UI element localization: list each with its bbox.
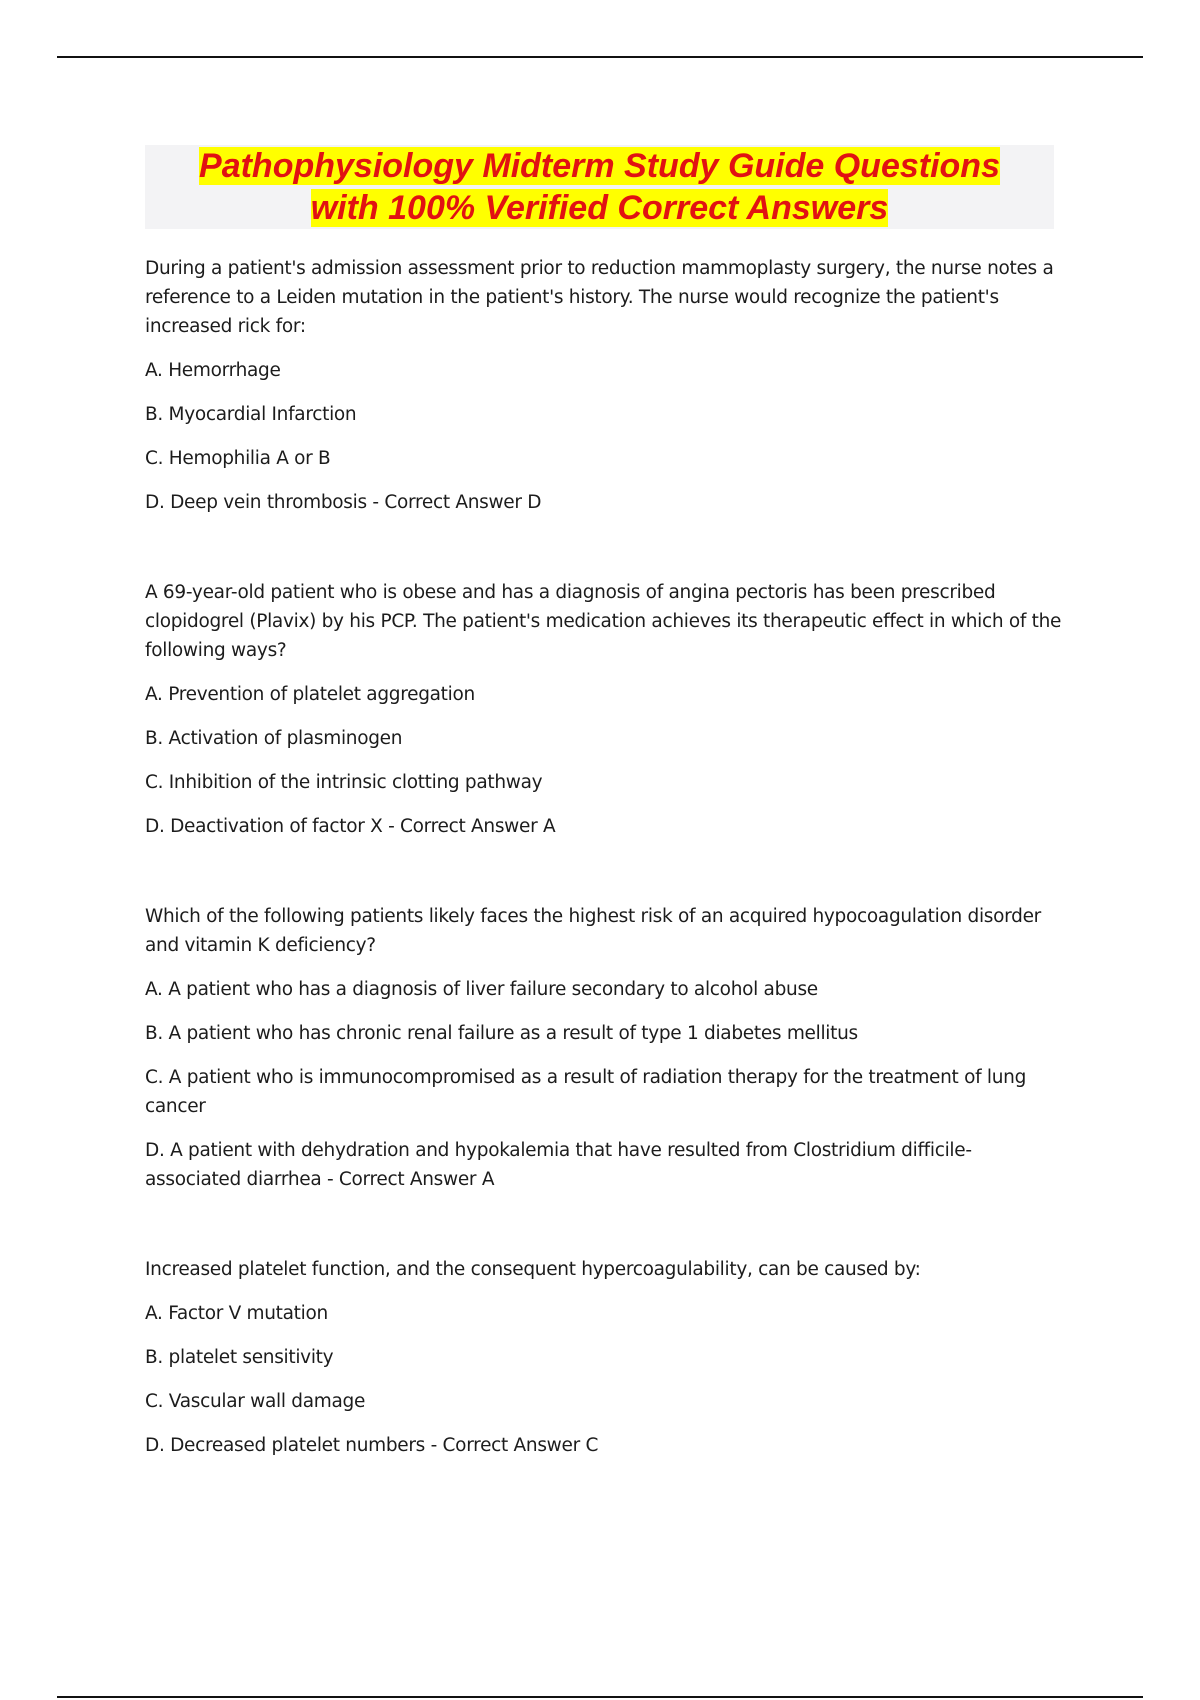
question-text: Which of the following patients likely faces the highest risk of an acquired hypocoagulation disorder and vitamin K deficiency? [145, 906, 1041, 956]
question-text: During a patient's admission assessment prior to reduction mammoplasty surgery, the nurse notes a reference to a Leiden mutation in the patient's history. The nurse would recognize the patient's increased rick for: [145, 258, 1054, 337]
option-a: A. Hemorrhage [145, 360, 281, 381]
title-line-2: with 100% Verified Correct Answers [310, 189, 889, 227]
title-box [145, 145, 1054, 229]
footer-rule [57, 1696, 1143, 1698]
option-d-answer: D. A patient with dehydration and hypokalemia that have resulted from Clostridium difficile-associated diarrhea - Correct Answer A [145, 1140, 972, 1190]
questions-list [145, 254, 1065, 1475]
page-title [145, 145, 1054, 229]
question-block [145, 902, 1065, 1194]
question-block [145, 1255, 1065, 1460]
option-a: A. A patient who has a diagnosis of liver failure secondary to alcohol abuse [145, 979, 818, 1000]
question-block [145, 254, 1065, 517]
option-b: B. Activation of plasminogen [145, 728, 403, 749]
option-a: A. Prevention of platelet aggregation [145, 684, 475, 705]
option-b: B. A patient who has chronic renal failure as a result of type 1 diabetes mellitus [145, 1023, 858, 1044]
option-d-answer: D. Deactivation of factor X - Correct Answer A [145, 816, 556, 837]
question-block [145, 578, 1065, 841]
option-b: B. Myocardial Infarction [145, 404, 357, 425]
option-c: C. A patient who is immunocompromised as a result of radiation therapy for the treatment of lung cancer [145, 1067, 1027, 1117]
question-text: Increased platelet function, and the consequent hypercoagulability, can be caused by: [145, 1259, 921, 1280]
option-c: C. Vascular wall damage [145, 1391, 366, 1412]
option-a: A. Factor V mutation [145, 1303, 328, 1324]
option-d-answer: D. Decreased platelet numbers - Correct Answer C [145, 1435, 599, 1456]
option-c: C. Inhibition of the intrinsic clotting pathway [145, 772, 543, 793]
option-c: C. Hemophilia A or B [145, 448, 331, 469]
question-text: A 69-year-old patient who is obese and has a diagnosis of angina pectoris has been prescribed clopidogrel (Plavix) by his PCP. The patient's medication achieves its therapeutic effect in which of the following ways? [145, 582, 1062, 661]
header-rule [57, 56, 1143, 58]
option-d-answer: D. Deep vein thrombosis - Correct Answer D [145, 492, 542, 513]
title-line-1: Pathophysiology Midterm Study Guide Questions [199, 147, 1000, 185]
option-b: B. platelet sensitivity [145, 1347, 334, 1368]
